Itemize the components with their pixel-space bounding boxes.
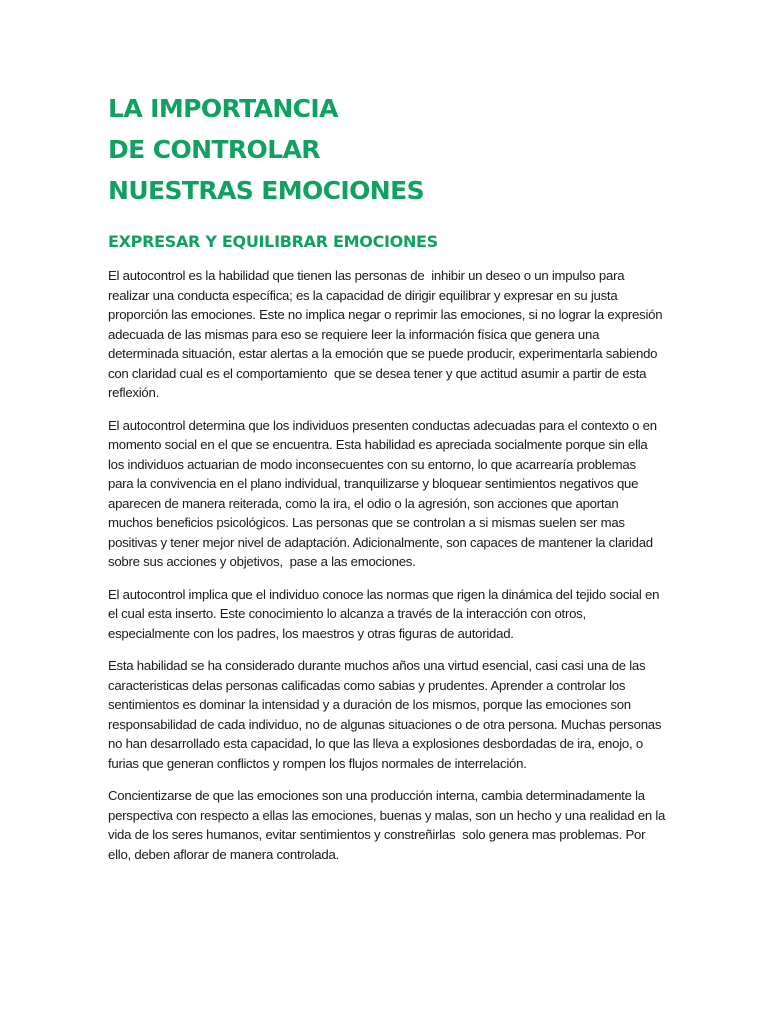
text-line: el cual esta inserto. Este conocimiento lo alcanza a través de la interacción con otros, xyxy=(108,606,586,621)
text-line: los individuos actuarian de modo inconsecuentes con su entorno, lo que acarrearía problemas xyxy=(108,456,636,472)
text-line: caracteristicas delas personas calificadas como sabias y prudentes. Aprender a controlar los xyxy=(108,677,626,693)
text-line: realizar una conducta específica; es la capacidad de dirigir equilibrar y expresar en su justa xyxy=(108,287,618,303)
paragraph xyxy=(108,416,668,572)
document-title xyxy=(108,88,424,211)
text-line: muchos beneficios psicológicos. Las personas que se controlan a si mismas suelen ser mas xyxy=(108,515,625,530)
text-line: vida de los seres humanos, evitar sentimientos y constreñirlas solo genera mas problemas. Por xyxy=(108,827,646,842)
text-line: El autocontrol es la habilidad que tienen las personas de inhibir un deseo o un impulso para xyxy=(108,268,625,283)
text-line: especialmente con los padres, los maestros y otras figuras de autoridad. xyxy=(108,625,514,641)
text-line: con claridad cual es el comportamiento que se desea tener y que actitud asumir a partir de esta xyxy=(108,365,647,381)
text-line: sentimientos es dominar la intensidad y a duración de los mismos, porque las emociones son xyxy=(108,697,631,712)
text-line: no han desarrollado esta capacidad, lo que las lleva a explosiones desbordadas de ira, enojo, o xyxy=(108,736,643,751)
title-line: LA IMPORTANCIA xyxy=(108,94,338,123)
paragraph xyxy=(108,266,668,403)
text-line: reflexión. xyxy=(108,385,160,400)
text-line: para la convivencia en el plano individual, tranquilizarse y bloquear sentimientos negativos que xyxy=(108,476,639,491)
text-line: Esta habilidad se ha considerado durante muchos años una virtud esencial, casi casi una de las xyxy=(108,658,646,673)
text-line: perspectiva con respecto a ellas las emociones, buenas y malas, son un hecho y una realidad en la xyxy=(108,807,666,823)
text-line: furias que generan conflictos y rompen los flujos normales de interrelación. xyxy=(108,755,527,771)
paragraph xyxy=(108,656,668,773)
text-line: ello, deben aflorar de manera controlada. xyxy=(108,846,339,862)
section-heading: EXPRESAR Y EQUILIBRAR EMOCIONES xyxy=(108,232,438,251)
title-line: DE CONTROLAR xyxy=(108,135,320,164)
title-line: NUESTRAS EMOCIONES xyxy=(108,176,424,205)
text-line: positivas y tener mejor nivel de adaptación. Adicionalmente, son capaces de mantener la claridad xyxy=(108,534,653,550)
paragraph xyxy=(108,786,668,864)
text-line: Concientizarse de que las emociones son una producción interna, cambia determinadamente la xyxy=(108,788,645,803)
text-line: aparecen de manera reiterada, como la ira, el odio o la agresión, son acciones que aportan xyxy=(108,495,619,511)
text-line: sobre sus acciones y objetivos, pase a las emociones. xyxy=(108,554,416,569)
text-line: El autocontrol determina que los individuos presenten conductas adecuadas para el contexto o en xyxy=(108,417,657,433)
text-line: determinada situación, estar alertas a la emoción que se puede producir, experimentarla sabiendo xyxy=(108,346,658,361)
text-line: responsabilidad de cada individuo, no de algunas situaciones o de otra persona. Muchas personas xyxy=(108,716,662,732)
text-line: El autocontrol implica que el individuo conoce las normas que rigen la dinámica del tejido social en xyxy=(108,586,660,602)
paragraph xyxy=(108,585,668,644)
text-line: momento social en el que se encuentra. Esta habilidad es apreciada socialmente porque sin ella xyxy=(108,437,648,452)
document-body xyxy=(108,266,668,877)
text-line: proporción las emociones. Este no implica negar o reprimir las emociones, si no lograr la expresión xyxy=(108,307,663,322)
text-line: adecuada de las mismas para eso se requiere leer la información física que genera una xyxy=(108,326,600,342)
